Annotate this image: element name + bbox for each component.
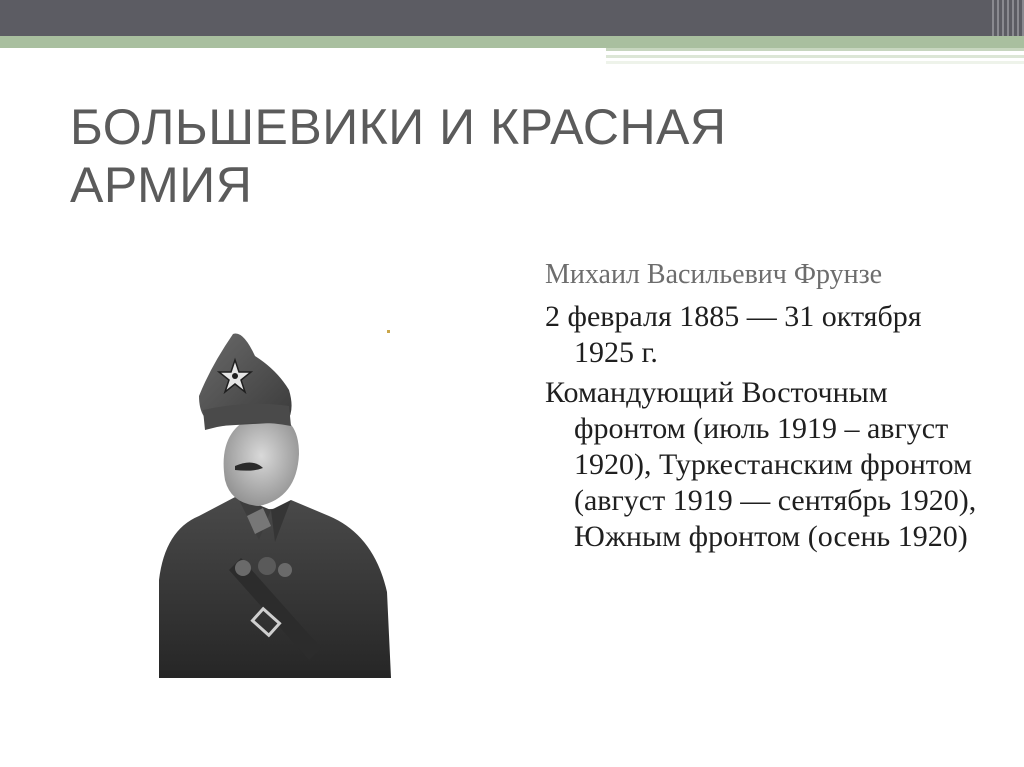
header-green-band bbox=[0, 36, 1024, 48]
role-description: Командующий Восточным фронтом (июль 1919 – август 1920), Туркестанским фронтом (август 1919 — сентябрь 1920), Южным фронтом (осень 1920) bbox=[545, 376, 977, 553]
slide-title-line-1: БОЛЬШЕВИКИ И КРАСНАЯ bbox=[70, 99, 727, 155]
header-band-edge bbox=[992, 0, 1024, 36]
header-green-stripes bbox=[606, 48, 1024, 64]
biography-block bbox=[545, 257, 985, 559]
life-dates: 2 февраля 1885 — 31 октября 1925 г. bbox=[545, 300, 922, 369]
slide-title bbox=[70, 98, 850, 214]
person-name: Михаил Васильевич Фрунзе bbox=[545, 259, 883, 290]
portrait-photo bbox=[159, 330, 391, 678]
slide-title-line-2: АРМИЯ bbox=[70, 157, 253, 213]
header-dark-band bbox=[0, 0, 1024, 36]
